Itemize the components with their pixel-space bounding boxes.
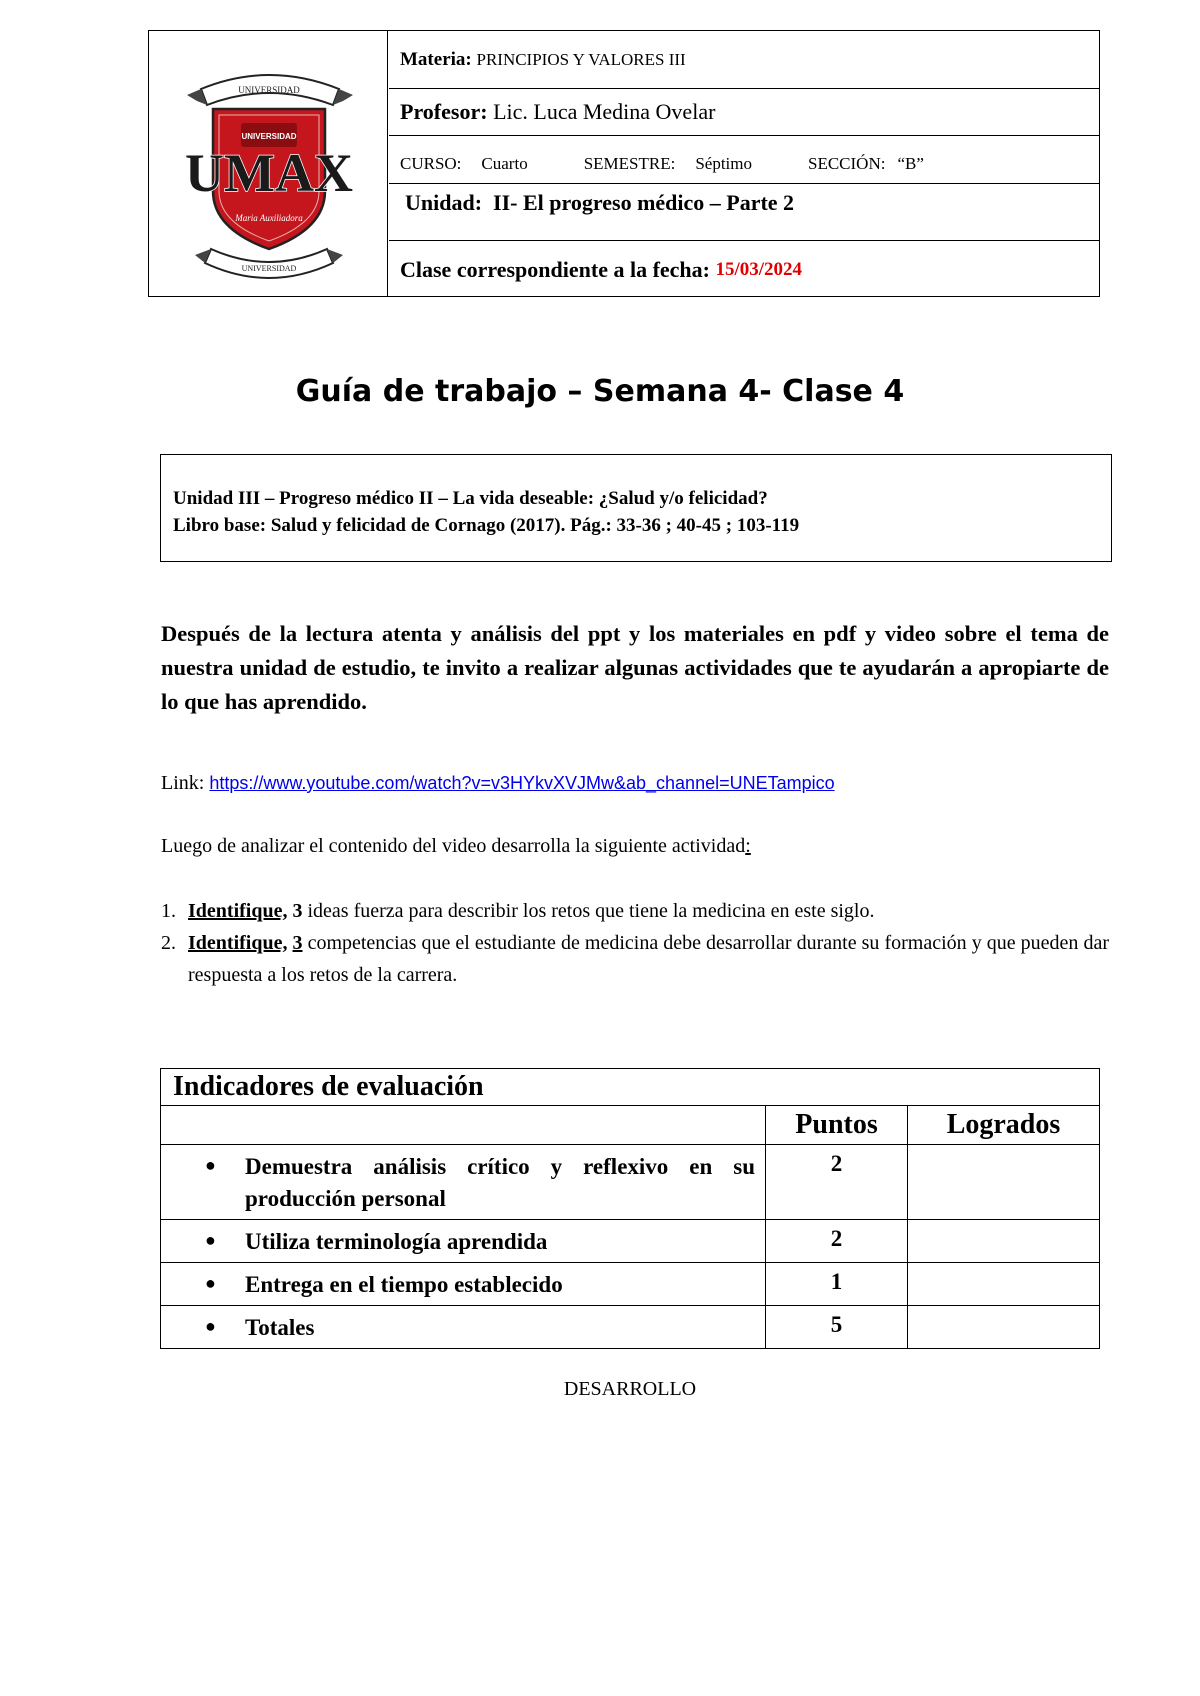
seccion-label: SECCIÓN: [808, 153, 886, 173]
page-title: Guía de trabajo – Semana 4- Clase 4 [295, 374, 905, 409]
followup-body: Luego de analizar el contenido del video desarrolla la siguiente actividad [161, 835, 746, 857]
book-line: Libro base: Salud y felicidad de Cornago (2017). Pág.: 33-36 ; 40-45 ; 103-119 [173, 515, 800, 536]
criterion-text: Utiliza terminología aprendida [245, 1229, 548, 1254]
materia-label: Materia: [400, 48, 472, 70]
materia-row [389, 31, 1099, 89]
profesor-row [389, 89, 1099, 136]
bullet-icon: ● [205, 1155, 216, 1175]
item-count: 3 [292, 900, 303, 922]
logo-bottom-banner: UNIVERSIDAD [241, 264, 297, 273]
umax-logo [149, 31, 388, 296]
header-table [148, 30, 1100, 297]
bullet-icon: ● [205, 1316, 216, 1336]
profesor-label: Profesor: [400, 99, 488, 124]
achieved-cell[interactable] [908, 1306, 1100, 1349]
item-label: Identifique, [188, 932, 288, 954]
curso-label: CURSO: [400, 153, 462, 173]
item-number: 2. [161, 932, 176, 954]
criterion-cell [161, 1306, 766, 1349]
criterion-cell [161, 1145, 766, 1220]
points-header: Puntos [766, 1106, 908, 1145]
points-cell: 2 [766, 1145, 908, 1220]
logo-university-label: UNIVERSIDAD [241, 132, 297, 141]
followup-colon: : [745, 835, 751, 857]
logo-motto: Maria Auxiliadora [235, 213, 303, 223]
item-label: Identifique, [188, 900, 288, 922]
curso-row [389, 136, 1099, 184]
table-row [161, 1220, 1100, 1263]
bullet-icon: ● [205, 1273, 216, 1293]
empty-header-cell [161, 1106, 766, 1145]
semestre-value: Séptimo [695, 153, 752, 173]
item-text: ideas fuerza para describir los retos que tiene la medicina en este siglo. [307, 900, 875, 922]
curso-value: Cuarto [481, 153, 528, 173]
clase-label: Clase correspondiente a la fecha: [400, 256, 710, 282]
link-line [161, 772, 835, 795]
list-item [161, 927, 1109, 991]
achieved-cell[interactable] [908, 1220, 1100, 1263]
table-row [161, 1145, 1100, 1220]
followup-text [161, 835, 751, 858]
list-item [161, 895, 1109, 927]
table-row [161, 1306, 1100, 1349]
materia-value: PRINCIPIOS Y VALORES III [476, 49, 686, 69]
points-cell: 2 [766, 1220, 908, 1263]
clase-row [389, 241, 1099, 298]
semestre-field [584, 154, 752, 174]
profesor-value: Lic. Luca Medina Ovelar [493, 99, 716, 124]
logo-brand: UMAX [185, 143, 353, 203]
activity-list [161, 895, 1109, 991]
criterion-text: Entrega en el tiempo establecido [245, 1272, 563, 1297]
item-text: competencias que el estudiante de medicina debe desarrollar durante su formación y que pueden dar respuesta a los retos de la carrera. [188, 932, 1109, 986]
link-label: Link: [161, 772, 205, 794]
video-link[interactable]: https://www.youtube.com/watch?v=v3HYkvXVJMw&ab_channel=UNETampico [209, 773, 835, 793]
semestre-label: SEMESTRE: [583, 153, 676, 173]
item-number: 1. [161, 900, 176, 922]
criterion-cell [161, 1220, 766, 1263]
clase-date: 15/03/2024 [715, 258, 803, 280]
seccion-value: “B” [897, 153, 924, 173]
logo-cell [149, 31, 388, 296]
desarrollo-heading: DESARROLLO [563, 1378, 697, 1400]
unidad-text: Unidad: II- El progreso médico – Parte 2 [405, 190, 795, 215]
logo-top-banner: UNIVERSIDAD [238, 85, 300, 95]
seccion-field [808, 154, 924, 174]
table-row [161, 1263, 1100, 1306]
unit-line: Unidad III – Progreso médico II – La vida deseable: ¿Salud y/o felicidad? [173, 488, 768, 509]
bullet-icon: ● [205, 1230, 216, 1250]
criterion-cell [161, 1263, 766, 1306]
item-count: 3 [292, 932, 303, 954]
evaluation-caption: Indicadores de evaluación [161, 1069, 1100, 1106]
points-cell: 1 [766, 1263, 908, 1306]
points-cell: 5 [766, 1306, 908, 1349]
curso-field [400, 154, 528, 174]
criterion-text: Totales [245, 1315, 315, 1340]
intro-paragraph: Después de la lectura atenta y análisis del ppt y los materiales en pdf y video sobre el tema de nuestra unidad de estudio, te invito a realizar algunas actividades que te ayudarán a apropiarte de lo que has aprendido. [161, 621, 1109, 714]
evaluation-table [160, 1068, 1100, 1349]
unidad-row [389, 184, 1099, 241]
achieved-cell[interactable] [908, 1263, 1100, 1306]
criterion-text: Demuestra análisis crítico y reflexivo en su producción personal [245, 1154, 755, 1211]
unit-box [160, 454, 1112, 562]
achieved-header: Logrados [908, 1106, 1100, 1145]
achieved-cell[interactable] [908, 1145, 1100, 1220]
